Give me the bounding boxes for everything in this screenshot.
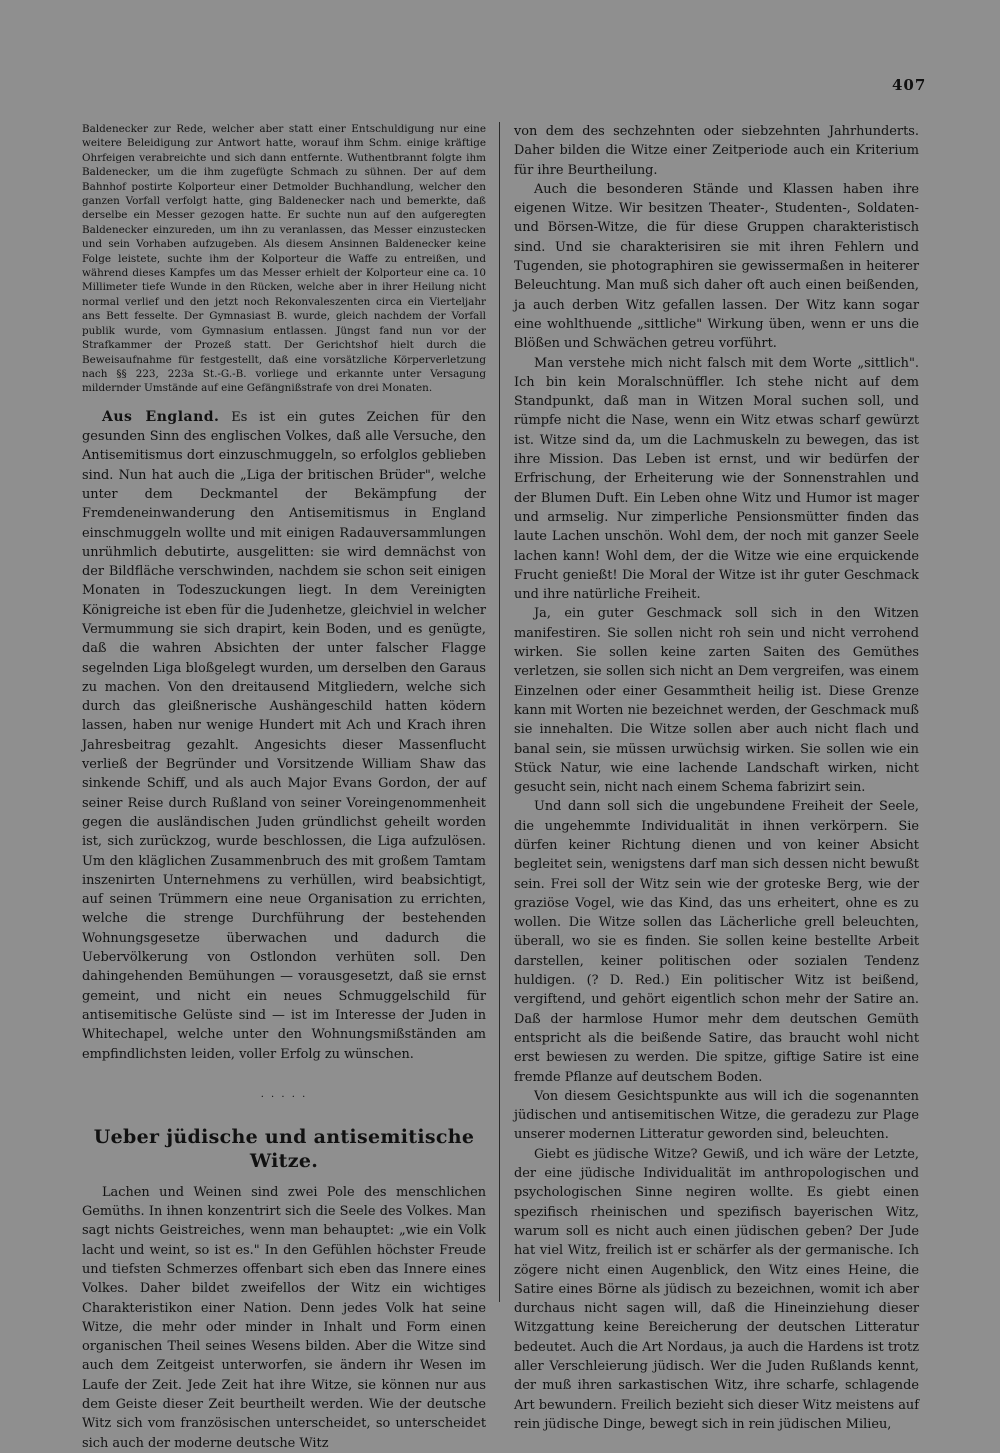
- article-paragraph-7: Von diesem Gesichtspunkte aus will ich die sogenannten jüdischen und antisemitischen Witze, die geradezu zur Plage unserer modernen Litteratur geworden sind, beleuchten.: [514, 1088, 919, 1143]
- right-column: [514, 122, 919, 1434]
- article-paragraph-3: Auch die besonderen Stände und Klassen haben ihre eigenen Witze. Wir besitzen Theater-, Studenten-, Soldaten- und Börsen-Witze, die für diese Gruppen charakteristisch sind. Und sie charakterisiren sie mit ihren Fehlern und Tugenden, sie photographiren sie gewissermaßen in heiterer Beleuchtung. Man muß sich daher oft auch einen beißenden, ja auch derben Witz gefallen lassen. Der Witz kann sogar eine wohlthuende „sittliche" Wirkung üben, wenn er uns die Blößen und Schwächen getreu vorführt.: [514, 181, 919, 352]
- article-paragraph-8: Giebt es jüdische Witze? Gewiß, und ich wäre der Letzte, der eine jüdische Individualität im anthropologischen und psychologischen Sinne negiren wollte. Es giebt einen spezifisch rheinischen und spezifisch bayerischen Witz, warum soll es nicht auch einen jüdischen geben? Der Jude hat viel Witz, freilich ist er schärfer als der germanische. Ich zögere nicht einen Augenblick, den Witz eines Heine, die Satire eines Börne als jüdisch zu bezeichnen, womit ich aber durchaus nicht sagen will, daß die Hineinziehung dieser Witzgattung keine Bereicherung der deutschen Litteratur bedeutet. Auch die Art Nordaus, ja auch die Hardens ist trotz aller Verschleierung jüdisch. Wer die Juden Rußlands kennt, der muß ihren sarkastischen Witz, ihre scharfe, schlagende Art bewundern. Freilich bezieht sich dieser Witz meistens auf rein jüdische Dinge, bewegt sich in rein jüdischen Milieu,: [514, 1146, 919, 1432]
- england-paragraph: [82, 408, 486, 1064]
- court-report-paragraph: Baldenecker zur Rede, welcher aber statt einer Entschuldigung nur eine weitere Beleidigung zur Antwort hatte, worauf ihm Schm. einige kräftige Ohrfeigen verabreichte und sich dann entfernte. Wuthentbrannt folgte ihm Baldenecker, um die ihm zugefügte Schmach zu sühnen. Der auf dem Bahnhof postirte Kolporteur einer Detmolder Buchhandlung, welcher den ganzen Vorfall verfolgt hatte, ging Baldenecker nach und bemerkte, daß derselbe ein Messer gezogen hatte. Er suchte nun auf den aufgeregten Baldenecker einzureden, um ihn zu veranlassen, das Messer einzustecken und sein Vorhaben aufzugeben. Als diesem Ansinnen Baldenecker keine Folge leistete, suchte ihm der Kolporteur die Waffe zu entreißen, und während dieses Kampfes um das Messer erhielt der Kolporteur eine ca. 10 Millimeter tiefe Wunde in den Rücken, welche aber in ihrer Heilung nicht normal verlief und den jetzt noch Rekonvaleszenten circa ein Vierteljahr ans Bett fesselte. Der Gymnasiast B. wurde, gleich nachdem der Vorfall publik wurde, vom Gymnasium entlassen. Jüngst fand nun vor der Strafkammer der Prozeß statt. Der Gerichtshof hielt durch die Beweisaufnahme für festgestellt, daß eine vorsätzliche Körperverletzung nach §§ 223, 223a St.-G.-B. vorliege und erkannte unter Versagung mildernder Umstände auf eine Gefängnißstrafe von drei Monaten.: [82, 123, 486, 395]
- england-lead: Aus England.: [102, 408, 220, 425]
- article-paragraph-6: Und dann soll sich die ungebundene Freiheit der Seele, die ungehemmte Individualität in ihnen verkörpern. Sie dürfen keiner Richtung dienen und von keiner Absicht begleitet sein, wenigstens darf man sich dessen nicht bewußt sein. Frei soll der Witz sein wie der groteske Berg, wie der graziöse Vogel, wie das Kind, das uns erheitert, ohne es zu wollen. Die Witze sollen das Lächerliche grell beleuchten, überall, wo sie es finden. Sie sollen keine bestellte Arbeit darstellen, keiner politischen oder sozialen Tendenz huldigen. (? D. Red.) Ein politischer Witz ist beißend, vergiftend, und gehört eigentlich schon mehr der Satire an. Daß der harmlose Humor mehr dem deutschen Gemüth entspricht als die beißende Satire, das braucht wohl nicht erst bewiesen zu werden. Die spitze, giftige Satire ist eine fremde Pflanze auf deutschem Boden.: [514, 799, 919, 1085]
- article-paragraph-5: Ja, ein guter Geschmack soll sich in den Witzen manifestiren. Sie sollen nicht roh sein und nicht verrohend wirken. Sie sollen keine zarten Saiten des Gemüthes verletzen, sie sollen sich nicht an Dem vergreifen, was einem Einzelnen oder einer Gesammtheit heilig ist. Diese Grenze kann mit Worten nie bezeichnet werden, der Geschmack muß sie innehalten. Die Witze sollen aber auch nicht flach und banal sein, sie müssen urwüchsig wirken. Sie sollen wie ein Stück Natur, wie eine lachende Landschaft wirken, nicht gesucht sein, nicht nach einem Schema fabrizirt sein.: [514, 606, 919, 796]
- article-paragraph-1: Lachen und Weinen sind zwei Pole des menschlichen Gemüths. In ihnen konzentrirt sich die Seele des Volkes. Man sagt nichts Geistreiches, wenn man behauptet: „wie ein Volk lacht und weint, so ist es." In den Gefühlen höchster Freude und tiefsten Schmerzes offenbart sich eben das Innere eines Volkes. Daher bildet zweifellos der Witz ein wichtiges Charakteristikon einer Nation. Denn jedes Volk hat seine Witze, die mehr oder minder in Inhalt und Form einen organischen Theil seines Wesens bilden. Aber die Witze sind auch dem Zeitgeist unterworfen, sie ändern ihr Wesen im Laufe der Zeit. Jede Zeit hat ihre Witze, sie können nur aus dem Geiste dieser Zeit beurtheilt werden. Wie der deutsche Witz sich vom französischen unterscheidet, so unterscheidet sich auch der moderne deutsche Witz: [82, 1184, 486, 1451]
- article-title: Ueber jüdische und antisemitische Witze.: [93, 1125, 475, 1172]
- page-number: 407: [892, 76, 927, 94]
- article-paragraph-4: Man verstehe mich nicht falsch mit dem Worte „sittlich". Ich bin kein Moralschnüffler. Ich stehe nicht auf dem Standpunkt, daß man in Witzen Moral suchen soll, und rümpfe nicht die Nase, wenn ein Witz etwas scharf gewürzt ist. Witze sind da, um die Lachmuskeln zu bewegen, das ist ihre Mission. Das Leben ist ernst, und wir bedürfen der Erfrischung, der Erheiterung wie der Sonnenstrahlen und der Blumen Duft. Ein Leben ohne Witz und Humor ist mager und armselig. Nur zimperliche Pensionsmütter finden das laute Lachen unschön. Wohl dem, der noch mit ganzer Seele lachen kann! Wohl dem, der die Witze wie eine erquickende Frucht genießt! Die Moral der Witze ist ihr guter Geschmack und ihre natürliche Freiheit.: [514, 355, 919, 603]
- article-paragraph-2: von dem des sechzehnten oder siebzehnten Jahrhunderts. Daher bilden die Witze einer Zeitperiode auch ein Kriterium für ihre Beurtheilung.: [514, 124, 919, 178]
- england-body: Es ist ein gutes Zeichen für den gesunden Sinn des englischen Volkes, daß alle Versuche, den Antisemitismus dort einzuschmuggeln, so erfolglos geblieben sind. Nun hat auch die „Liga der britischen Brüder", welche unter dem Deckmantel der Bekämpfung der Fremdeneinwanderung den Antisemitismus in England einschmuggeln wollte und mit einigen Radauversammlungen unrühmlich debutirte, ausgelitten: sie wird demnächst von der Bildfläche verschwinden, nachdem sie schon seit einigen Monaten in Todeszuckungen liegt. In dem Vereinigten Königreiche ist eben für die Judenhetze, gleichviel in welcher Vermummung sie sich drapirt, kein Boden, und es genügte, daß die wahren Absichten der unter falscher Flagge segelnden Liga bloßgelegt wurden, um derselben den Garaus zu machen. Von den dreitausend Mitgliedern, welche sich durch das gleißnerische Aushängeschild hatten ködern lassen, haben nur wenige Hundert mit Ach und Krach ihren Jahresbeitrag gezahlt. Angesichts dieser Massenflucht verließ der Begründer und Vorsitzende William Shaw das sinkende Schiff, und als auch Major Evans Gordon, der auf seiner Reise durch Rußland von seiner Voreingenommenheit gegen die ausländischen Juden gründlichst geheilt worden ist, sich zurückzog, wurde beschlossen, die Liga aufzulösen. Um den kläglichen Zusammenbruch des mit großem Tamtam inszenirten Unternehmens zu verhüllen, wird beabsichtigt, auf seinen Trümmern eine neue Organisation zu errichten, welche die strenge Durchführung der bestehenden Wohnungsgesetze überwachen und dadurch die Uebervölkerung von Ostlondon verhüten soll. Den dahingehenden Bemühungen — vorausgesetzt, daß sie ernst gemeint, und nicht ein neues Schmuggelschild für antisemitische Gelüste sind — ist im Interesse der Juden in Whitechapel, welche unter den Wohnungsmißständen am empfindlichsten leiden, voller Erfolg zu wünschen.: [82, 409, 486, 1062]
- section-separator: · · · · ·: [260, 1091, 308, 1103]
- left-column: [82, 122, 486, 1453]
- column-divider: [499, 122, 500, 1302]
